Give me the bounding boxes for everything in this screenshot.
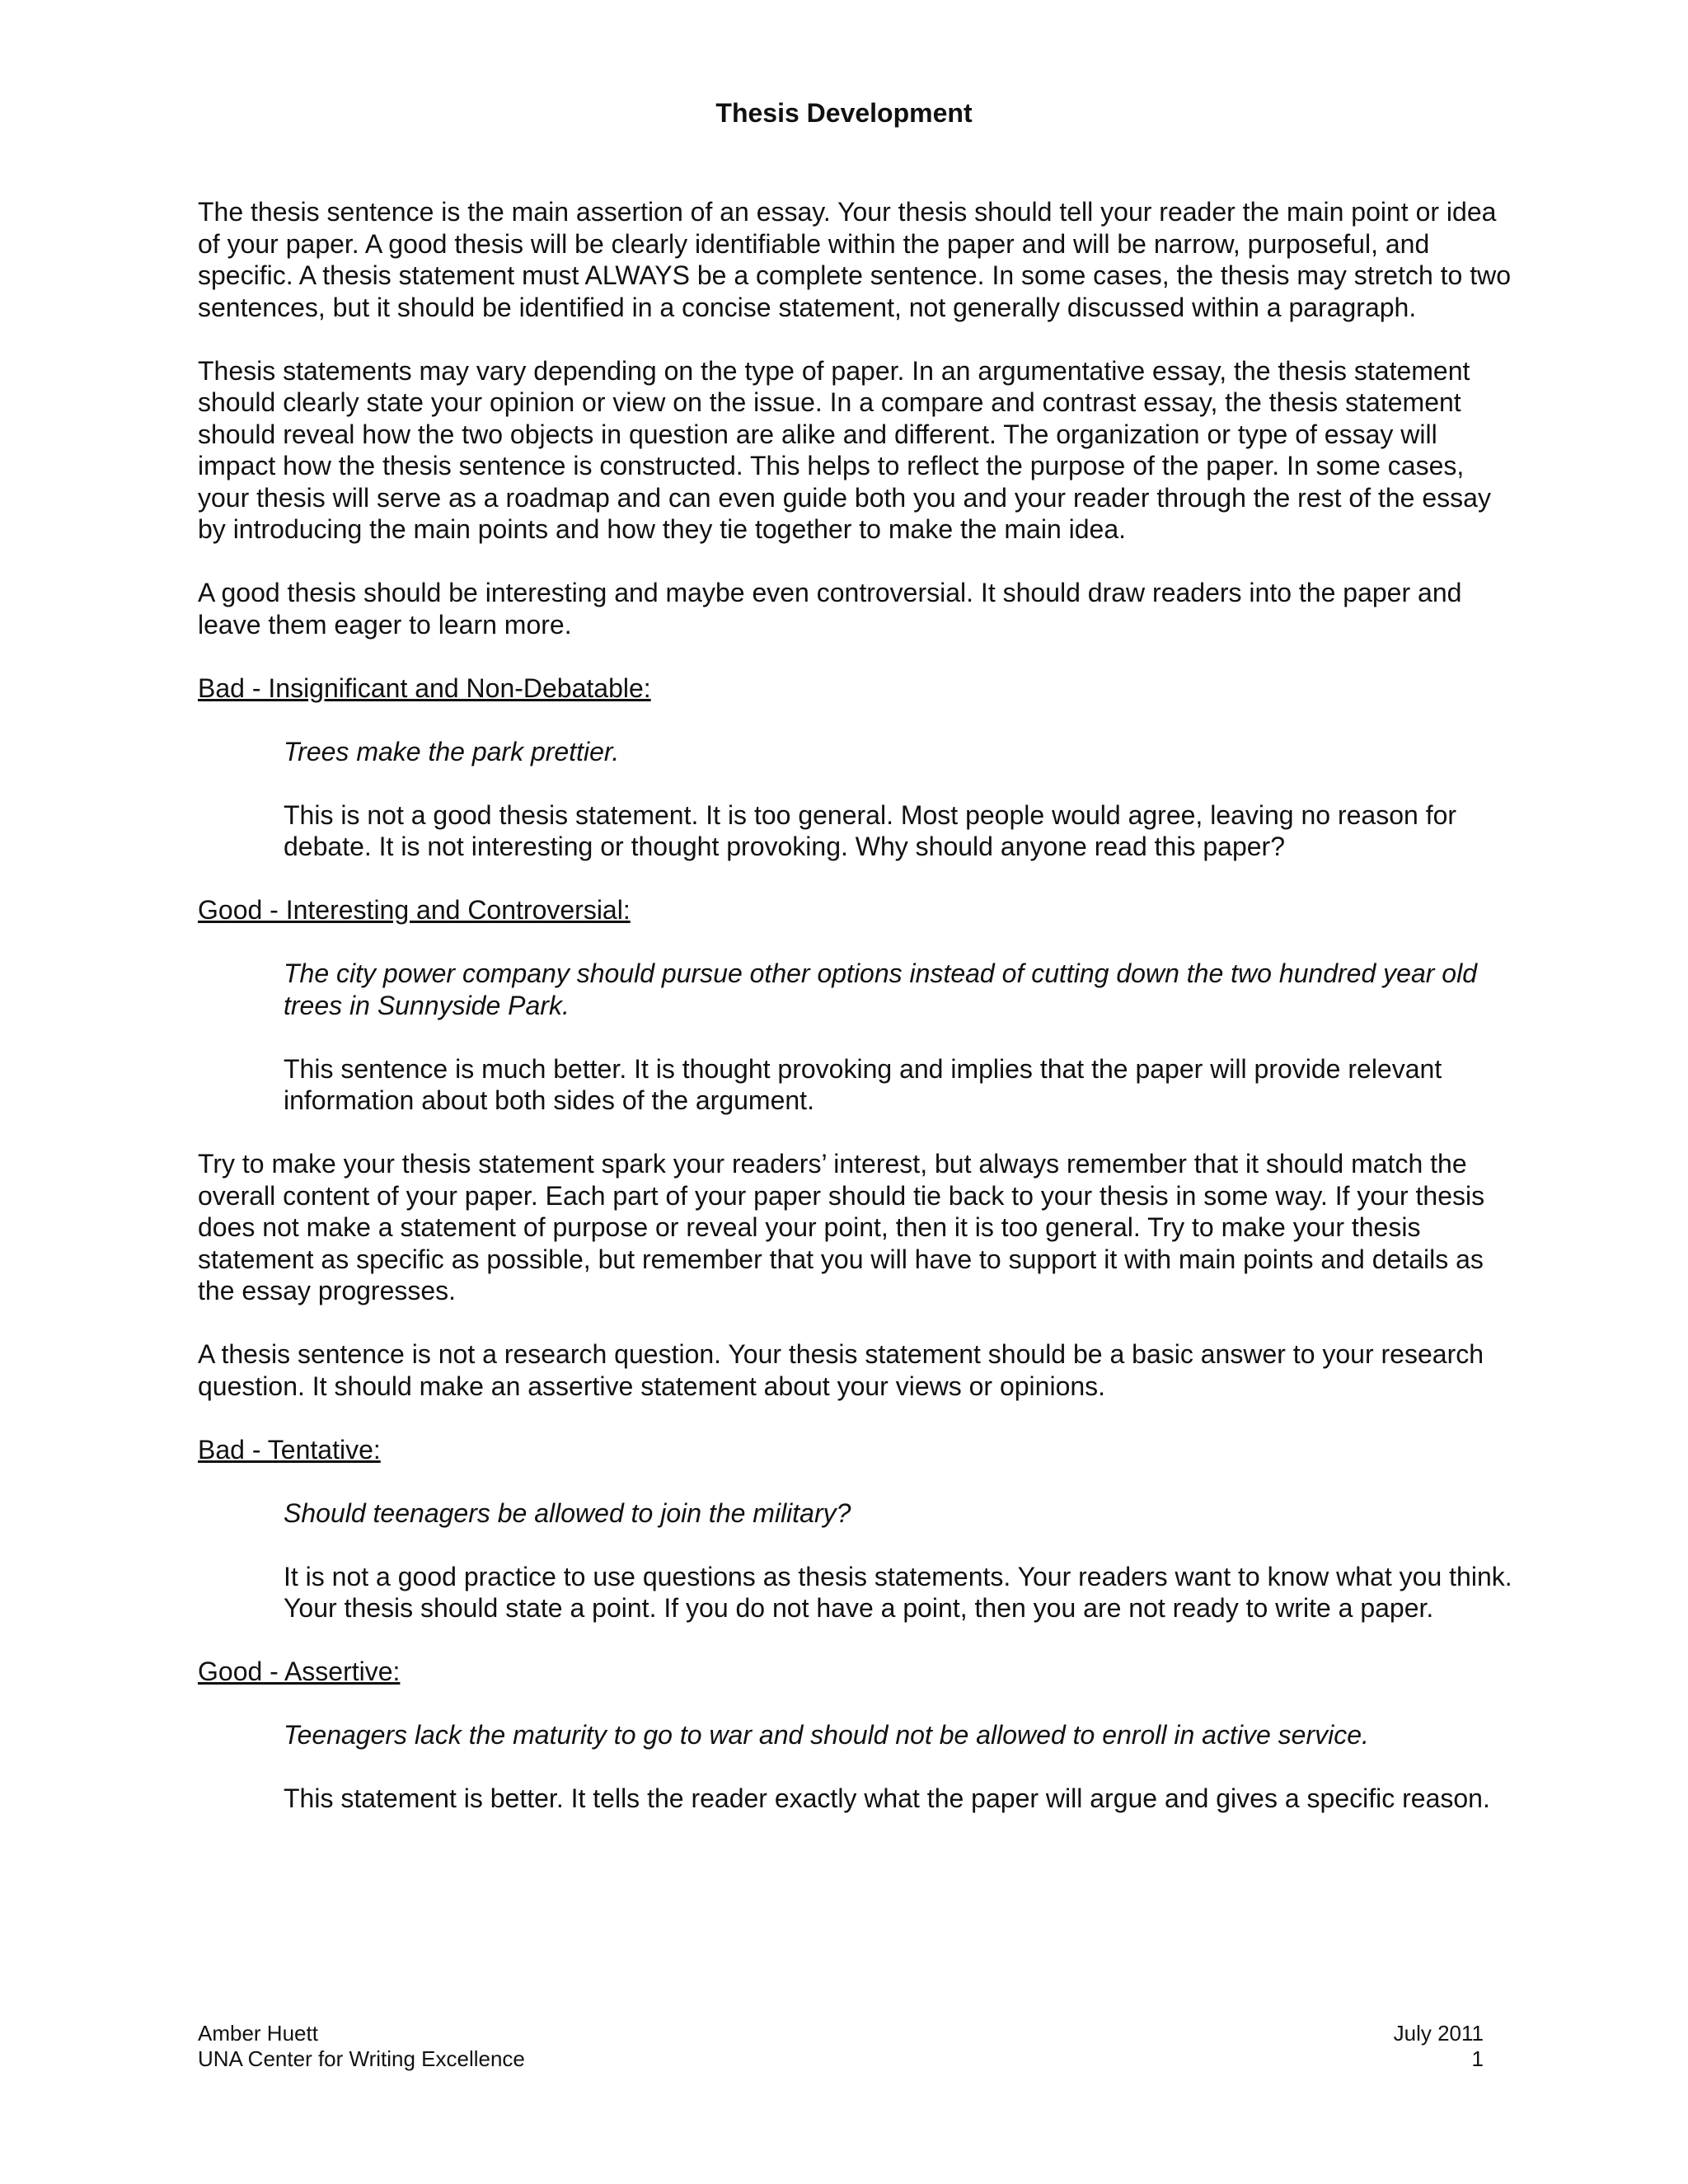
footer-left xyxy=(198,2021,525,2072)
footer-date: July 2011 xyxy=(1393,2021,1484,2046)
paragraph-interesting-thesis: A good thesis should be interesting and maybe even controversial. It should draw readers into the paper and leave them eager to learn more. xyxy=(198,578,1462,640)
section-heading-bad-tentative: Bad - Tentative: xyxy=(198,1434,381,1465)
paragraph-spark-interest: Try to make your thesis statement spark your readers’ interest, but always remember that it should match the overall content of your paper. Each part of your paper should tie back to your thesis in some way. If your thesis does not make a statement of purpose or reveal your point, then it is too general. Try to make your thesis statement as specific as possible, but remember that you will have to support it with main points and details as the essay progresses. xyxy=(198,1149,1485,1305)
example-comment: It is not a good practice to use questions as thesis statements. Your readers want to know what you think. Your thesis should state a point. If you do not have a point, then you are not ready to write a paper. xyxy=(284,1561,1512,1623)
section-heading-good-assertive: Good - Assertive: xyxy=(198,1657,401,1686)
example-comment: This is not a good thesis statement. It is too general. Most people would agree, leaving no reason for debate. It is not interesting or thought provoking. Why should anyone read this paper? xyxy=(284,799,1457,861)
paragraph-thesis-definition: The thesis sentence is the main assertion of an essay. Your thesis should tell your reader the main point or idea of your paper. A good thesis will be clearly identifiable within the paper and will be narrow, purposeful, and specific. A thesis statement must ALWAYS be a complete sentence. In some cases, the thesis may stretch to two sentences, but it should be identified in a concise statement, not generally discussed within a paragraph. xyxy=(198,197,1512,322)
example-statement: Trees make the park prettier. xyxy=(284,736,620,766)
section-heading-bad-insignificant: Bad - Insignificant and Non-Debatable: xyxy=(198,673,651,703)
footer-author: Amber Huett xyxy=(198,2021,318,2046)
paragraph-thesis-types: Thesis statements may vary depending on the type of paper. In an argumentative essay, the thesis statement should clearly state your opinion or view on the issue. In a compare and contrast essay, the thesis statement should reveal how the two objects in question are alike and different. The organization or type of essay will impact how the thesis sentence is constructed. This helps to reflect the purpose of the paper. In some cases, your thesis will serve as a roadmap and can even guide both you and your reader through the rest of the essay by introducing the main points and how they tie together to make the main idea. xyxy=(198,355,1491,544)
example-comment: This statement is better. It tells the reader exactly what the paper will argue and gives a specific reason. xyxy=(284,1783,1490,1813)
section-heading-good-interesting: Good - Interesting and Controversial: xyxy=(198,895,631,925)
example-statement: Should teenagers be allowed to join the military? xyxy=(284,1497,851,1528)
example-comment: This sentence is much better. It is thought provoking and implies that the paper will provide relevant information about both sides of the argument. xyxy=(284,1053,1442,1115)
footer-right xyxy=(1394,2021,1484,2072)
document-body xyxy=(198,196,1517,1846)
page-title: Thesis Development xyxy=(715,98,973,128)
example-statement: The city power company should pursue other options instead of cutting down the two hundred year old trees in Sunnyside Park. xyxy=(284,958,1477,1020)
footer-page-number: 1 xyxy=(1471,2046,1484,2071)
example-statement: Teenagers lack the maturity to go to war and should not be allowed to enroll in active service. xyxy=(284,1720,1369,1750)
footer-organization: UNA Center for Writing Excellence xyxy=(198,2046,525,2071)
paragraph-not-research-question: A thesis sentence is not a research question. Your thesis statement should be a basic answer to your research question. It should make an assertive statement about your views or opinions. xyxy=(198,1339,1484,1401)
